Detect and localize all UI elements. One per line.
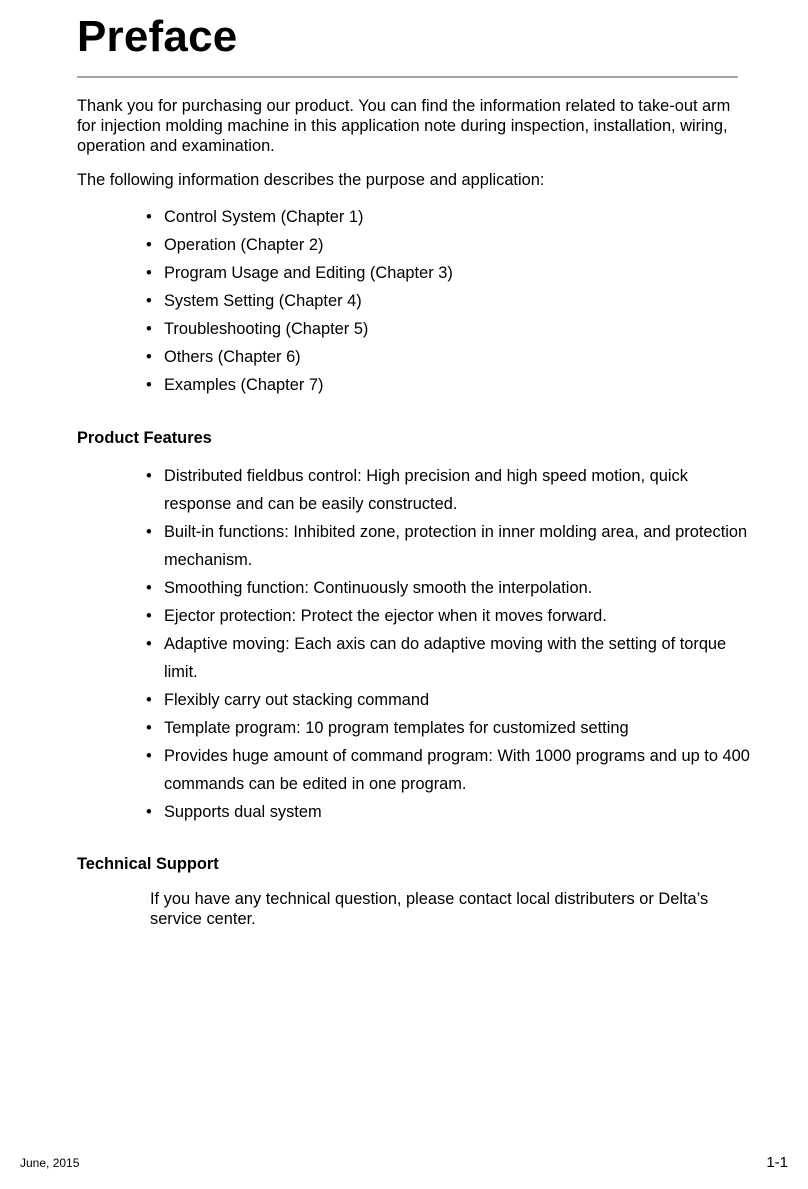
list-item [146,462,756,518]
list-item [146,602,756,630]
feature-text: Smoothing function: Continuously smooth the interpolation. [164,579,593,597]
footer-date: June, 2015 [20,1156,80,1170]
bullet-icon: • [146,208,152,226]
intro-paragraph: Thank you for purchasing our product. You can find the information related to take-out arm for injection molding machine in this application note during inspection, installation, wiring, operation and examination. [77,97,731,155]
feature-text: Built-in functions: Inhibited zone, protection in inner molding area, and protection mechanism. [164,523,748,569]
page-number: 1-1 [766,1154,788,1171]
chapter-label: Control System (Chapter 1) [164,208,364,226]
chapter-label: Troubleshooting (Chapter 5) [164,320,369,338]
chapter-list [146,203,756,399]
bullet-icon: • [146,292,152,310]
feature-list [146,462,756,826]
list-item [146,343,756,371]
list-item [146,686,756,714]
chapter-label: Examples (Chapter 7) [164,376,324,394]
list-item [146,203,756,231]
technical-support-heading: Technical Support [77,855,219,873]
bullet-icon: • [146,523,152,541]
feature-text: Supports dual system [164,803,322,821]
technical-support-text: If you have any technical question, please contact local distributers or Delta’s service center. [150,890,709,928]
list-item [146,798,756,826]
bullet-icon: • [146,691,152,709]
bullet-icon: • [146,579,152,597]
title-divider [77,76,738,78]
chapter-label: Others (Chapter 6) [164,348,301,366]
bullet-icon: • [146,719,152,737]
feature-text: Provides huge amount of command program: With 1000 programs and up to 400 commands can be edited in one program. [164,747,750,793]
feature-text: Ejector protection: Protect the ejector when it moves forward. [164,607,607,625]
bullet-icon: • [146,264,152,282]
list-item [146,371,756,399]
feature-text: Flexibly carry out stacking command [164,691,430,709]
chapter-label: Operation (Chapter 2) [164,236,324,254]
bullet-icon: • [146,376,152,394]
chapter-label: Program Usage and Editing (Chapter 3) [164,264,453,282]
bullet-icon: • [146,635,152,653]
bullet-icon: • [146,747,152,765]
list-item [146,287,756,315]
page-title: Preface [77,12,238,61]
bullet-icon: • [146,803,152,821]
bullet-icon: • [146,348,152,366]
list-item [146,574,756,602]
list-item [146,630,756,686]
feature-text: Template program: 10 program templates for customized setting [164,719,629,737]
bullet-icon: • [146,467,152,485]
list-item [146,259,756,287]
bullet-icon: • [146,236,152,254]
bullet-icon: • [146,320,152,338]
product-features-heading: Product Features [77,429,212,447]
list-item [146,315,756,343]
bullet-icon: • [146,607,152,625]
feature-text: Distributed fieldbus control: High precision and high speed motion, quick response and can be easily constructed. [164,467,688,513]
chapter-label: System Setting (Chapter 4) [164,292,362,310]
purpose-paragraph: The following information describes the purpose and application: [77,171,545,189]
list-item [146,742,756,798]
list-item [146,231,756,259]
list-item [146,714,756,742]
feature-text: Adaptive moving: Each axis can do adaptive moving with the setting of torque limit. [164,635,727,681]
list-item [146,518,756,574]
